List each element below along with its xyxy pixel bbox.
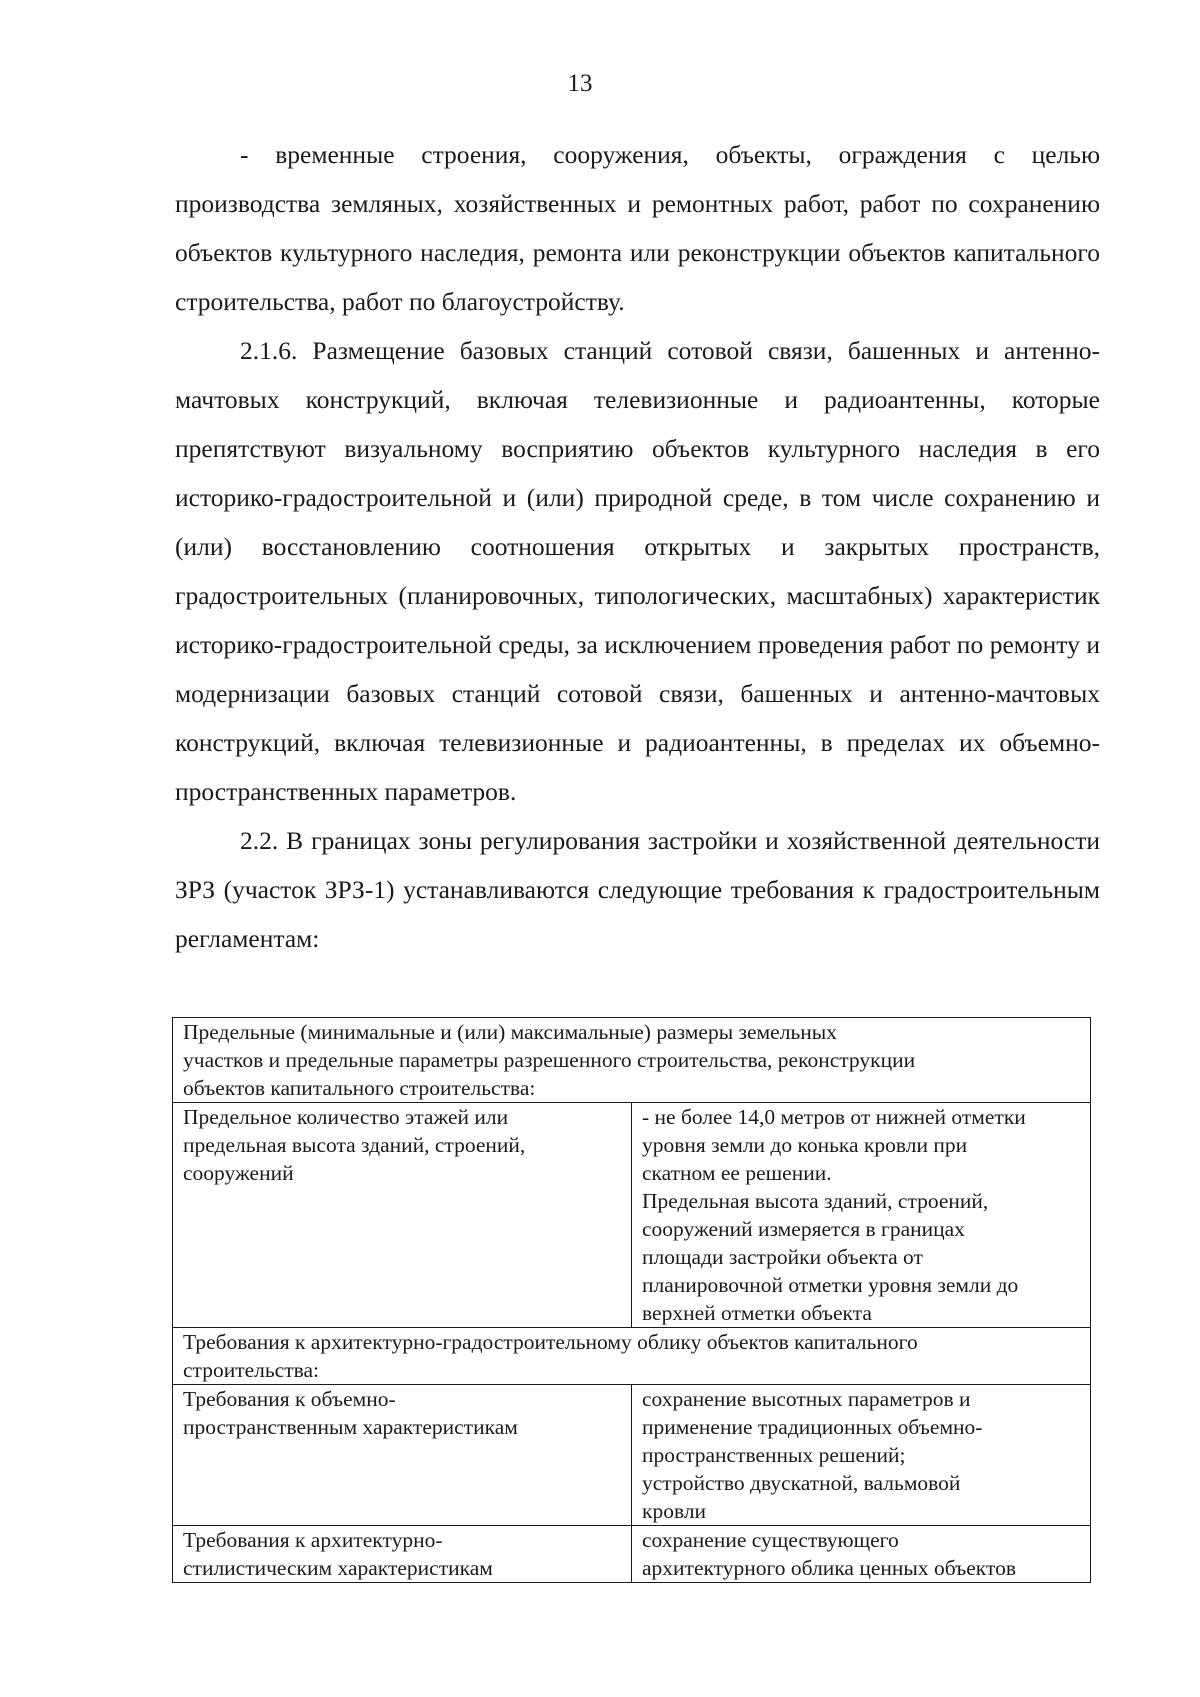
volume-label-cell: Требования к объемно- пространственным характеристикам [173,1385,632,1526]
table-row [173,1103,1091,1328]
section-header-dimensions: Предельные (минимальные и (или) максимальные) размеры земельных участков и предельные параметры разрешенного строительства, реконструкции объектов капитального строительства: [173,1018,1091,1103]
table-row [173,1385,1091,1526]
table-row [173,1328,1091,1385]
section-header-architecture: Требования к архитектурно-градостроительному облику объектов капитального строительства: [173,1328,1091,1385]
body-text [175,130,1100,963]
height-value-cell: - не более 14,0 метров от нижней отметки уровня земли до конька кровли при скатном ее решении. Предельная высота зданий, строений, сооружений измеряется в границах площади застройки объекта от планировочной отметки уровня земли до верхней отметки объекта [632,1103,1091,1328]
paragraph-2-2: 2.2. В границах зоны регулирования застройки и хозяйственной деятельности ЗРЗ (участок ЗРЗ-1) устанавливаются следующие требования к градостроительным регламентам: [175,826,1100,953]
style-value-cell: сохранение существующего архитектурного облика ценных объектов [632,1526,1091,1583]
height-label-cell: Предельное количество этажей или предельная высота зданий, строений, сооружений [173,1103,632,1328]
paragraph-temporary-structures: - временные строения, сооружения, объекты, ограждения с целью производства земляных, хозяйственных и ремонтных работ, работ по сохранению объектов культурного наследия, ремонта или реконструкции объектов капитального строительства, работ по благоустройству. [175,140,1100,316]
table-row [173,1526,1091,1583]
volume-value-cell: сохранение высотных параметров и применение традиционных объемно- пространственных решений; устройство двускатной, вальмовой кровли [632,1385,1091,1526]
page-number: 13 [567,70,593,97]
paragraph-2-1-6: 2.1.6. Размещение базовых станций сотовой связи, башенных и антенно-мачтовых конструкций, включая телевизионные и радиоантенны, которые препятствуют визуальному восприятию объектов культурного наследия в его историко-градостроительной и (или) природной среде, в том числе сохранению и (или) восстановлению соотношения открытых и закрытых пространств, градостроительных (планировочных, типологических, масштабных) характеристик историко-градостроительной среды, за исключением проведения работ по ремонту и модернизации базовых станций сотовой связи, башенных и антенно-мачтовых конструкций, включая телевизионные и радиоантенны, в пределах их объемно-пространственных параметров. [175,336,1100,806]
style-label-cell: Требования к архитектурно- стилистическим характеристикам [173,1526,632,1583]
regulations-table [172,1017,1091,1583]
table-row [173,1018,1091,1103]
